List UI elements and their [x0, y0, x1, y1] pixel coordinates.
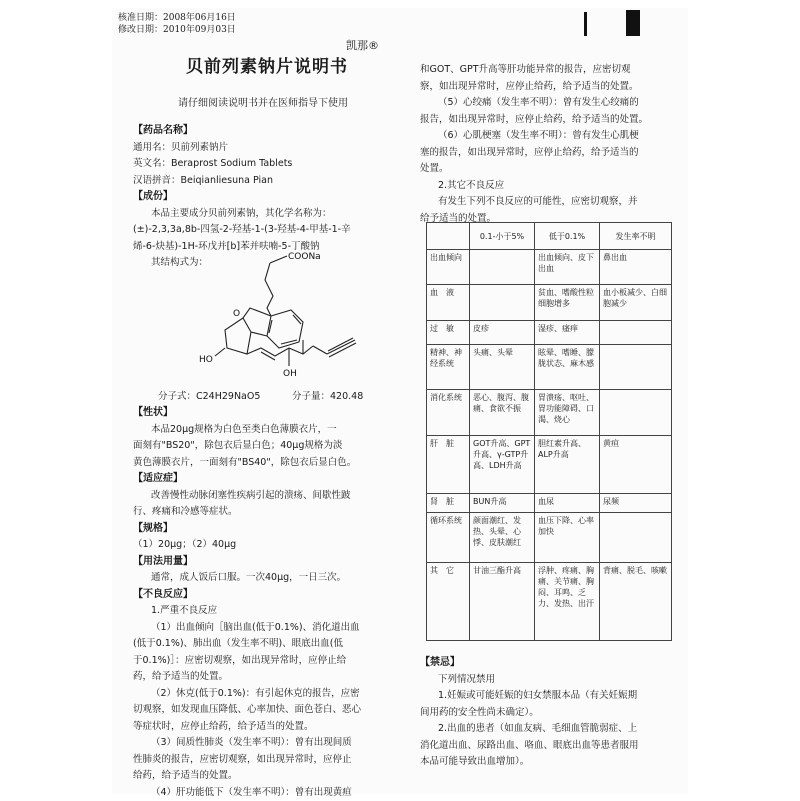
spec-line: （1）20μg；（2）40μg: [133, 537, 393, 554]
contra-line: 1.妊娠或可能妊娠的妇女禁服本品（有关妊娠期: [420, 688, 680, 705]
adverse-line: （4）肝功能低下（发生率不明）：曾有出现黄疸: [133, 785, 393, 801]
contra-line: 消化道出血、尿路出血、咯血、眼底出血等患者服用: [420, 738, 680, 755]
table-cell: 浮肿、疼痛、胸痛、关节痛、胸闷、耳鸣、乏力、发热、出汗: [535, 563, 600, 641]
section-heading-usage: 【用法用量】: [133, 554, 393, 571]
table-cell-system: 消化系统: [427, 390, 470, 436]
molecular-weight: 分子量：420.48: [292, 391, 363, 403]
section-heading-indication: 【适应症】: [133, 471, 393, 488]
adverse-line: （3）间质性肺炎（发生率不明）：曾有出现间质: [133, 735, 393, 752]
section-heading-contraindications: 【禁忌】: [420, 655, 680, 672]
right-line: 有发生下列不良反应的可能性，应密切观察，并: [420, 194, 680, 211]
right-line: （5）心绞痛（发生率不明）：曾有发生心绞痛的: [420, 95, 680, 112]
ho-label: HO: [199, 355, 213, 365]
table-header-cell: 低于0.1%: [535, 223, 600, 250]
usage-line: 通常，成人饭后口服。一次40μg，一日三次。: [133, 570, 393, 587]
chemical-structure-diagram: [195, 248, 375, 383]
generic-name: 通用名：贝前列素钠片: [133, 140, 393, 157]
table-row: [427, 345, 672, 390]
table-cell: 湿疹、瘙痒: [535, 321, 600, 345]
adverse-line: 1.严重不良反应: [133, 603, 393, 620]
structure-label: 其结构式为：: [133, 255, 393, 272]
table-cell: [600, 321, 672, 345]
table-cell: 颜面潮红、发热、头晕、心悸、皮肤潮红: [470, 513, 535, 563]
table-cell-system: 循环系统: [427, 513, 470, 563]
table-cell: BUN升高: [470, 494, 535, 513]
adverse-reaction-table: [426, 222, 672, 641]
table-header-cell: 发生率不明: [600, 223, 672, 250]
pinyin-name: 汉语拼音：Beiqianliesuna Pian: [133, 173, 393, 190]
contra-line: 间用药的安全性尚未确定）。: [420, 705, 680, 722]
right-line: 报告，如出现异常时，应停止给药，给予适当的处置。: [420, 112, 680, 129]
composition-line: (±)-2,3,3a,8b-四氢-2-羟基-1-(3-羟基-4-甲基-1-辛: [133, 222, 393, 239]
right-line: 给予适当的处置。: [420, 211, 680, 228]
table-cell: [600, 390, 672, 436]
table-cell: 胆红素升高、ALP升高: [535, 436, 600, 494]
document-title: 贝前列素钠片说明书: [186, 56, 348, 78]
section-heading-properties: 【性状】: [133, 405, 393, 422]
table-cell: [470, 285, 535, 321]
furan-ring: [243, 308, 271, 336]
table-cell-system: 肝 脏: [427, 436, 470, 494]
table-cell: 背痛、脱毛、咳嗽: [600, 563, 672, 641]
mark-bar-thin: [584, 12, 587, 36]
table-cell-system: 血 液: [427, 285, 470, 321]
carboxyl-bond: [270, 256, 287, 263]
adverse-line: 切观察，如发现血压降低、心率加快、面色苍白、恶心: [133, 702, 393, 719]
table-cell: 血小板减少、白细胞减少: [600, 285, 672, 321]
table-cell: 血尿: [535, 494, 600, 513]
document-subtitle: 请仔细阅读说明书并在医师指导下使用: [178, 98, 348, 110]
left-column-bottom: [133, 405, 393, 801]
properties-line: 黄色薄膜衣片，一面刻有"BS40"，除包衣后显白色。: [133, 455, 393, 472]
section-heading-drug-name: 【药品名称】: [133, 123, 393, 140]
adverse-line: 药，给予适当的处置。: [133, 669, 393, 686]
review-date: 核准日期：2008年06月16日: [118, 12, 236, 24]
english-name: 英文名：Beraprost Sodium Tablets: [133, 156, 393, 173]
table-cell: 胃溃疡、呕吐、胃功能障碍、口渴、烧心: [535, 390, 600, 436]
indication-line: 改善慢性动脉闭塞性疾病引起的溃疡、间歇性跛: [133, 488, 393, 505]
properties-line: 本品20μg规格为白色至类白色薄膜衣片，一: [133, 422, 393, 439]
table-cell: 血压下降、心率加快: [535, 513, 600, 563]
adverse-line: 性肺炎的报告，应密切观察，如出现异常时，应停止: [133, 752, 393, 769]
side-chain: [289, 346, 313, 354]
adverse-line: 等症状时，应停止给药，给予适当的处置。: [133, 719, 393, 736]
mark-bar-thick: [626, 10, 640, 36]
table-cell: 出血倾向、皮下出血: [535, 250, 600, 285]
section-heading-composition: 【成份】: [133, 189, 393, 206]
indication-line: 行、疼痛和冷感等症状。: [133, 504, 393, 521]
table-cell: 甘油三酯升高: [470, 563, 535, 641]
benzene-ring: [267, 310, 303, 348]
contra-line: 下列情况禁用: [420, 672, 680, 689]
right-line: 和GOT、GPT升高等肝功能异常的报告，应密切观: [420, 62, 680, 79]
adverse-line: 于0.1%)］：应密切观察，如出现异常时，应停止给: [133, 653, 393, 670]
adverse-line: （1）出血倾向［脑出血(低于0.1%)、消化道出血: [133, 620, 393, 637]
table-cell-system: 过 敏: [427, 321, 470, 345]
cyclopentane-ring: [225, 318, 251, 354]
table-row: [427, 321, 672, 345]
contra-line: 2.出血的患者（如血友病、毛细血管脆弱症、上: [420, 721, 680, 738]
table-row: [427, 563, 672, 641]
butanoate-chain: [265, 263, 273, 316]
adverse-line: （2）休克(低于0.1%)：有引起休克的报告，应密: [133, 686, 393, 703]
table-row: [427, 250, 672, 285]
section-heading-adverse: 【不良反应】: [133, 587, 393, 604]
right-column-top: [420, 62, 680, 227]
table-row: [427, 513, 672, 563]
table-row: [427, 436, 672, 494]
right-line: 塞的报告，如出现异常时，应停止给药，给予适当的: [420, 145, 680, 162]
table-header-cell: 0.1-小于5%: [470, 223, 535, 250]
table-cell: 皮疹: [470, 321, 535, 345]
table-row: [427, 390, 672, 436]
table-cell: GOT升高、GPT升高、γ-GTP升高、LDH升高: [470, 436, 535, 494]
properties-line: 面刻有"BS20"，除包衣后显白色；40μg规格为淡: [133, 438, 393, 455]
table-cell: 贫血、嗜酸性粒细胞增多: [535, 285, 600, 321]
table-header-row: [427, 223, 672, 250]
composition-line: 本品主要成分贝前列素钠，其化学名称为：: [133, 206, 393, 223]
table-cell-system: 出血倾向: [427, 250, 470, 285]
table-cell: 黄疸: [600, 436, 672, 494]
adverse-line: (低于0.1%)、肺出血（发生率不明)、眼底出血(低: [133, 636, 393, 653]
contra-line: 本品可能导致出血增加）。: [420, 754, 680, 771]
table-row: [427, 285, 672, 321]
table-cell: [600, 345, 672, 390]
right-line: 察，如出现异常时，应停止给药，给予适当的处置。: [420, 79, 680, 96]
table-cell: 鼻出血: [600, 250, 672, 285]
right-line: 2.其它不良反应: [420, 178, 680, 195]
right-column-bottom: [420, 655, 680, 771]
table-cell: [470, 250, 535, 285]
molecular-formula: 分子式：C24H29NaO5: [158, 391, 260, 403]
oxygen-label: O: [233, 309, 240, 319]
table-cell-system: 精神、神经系统: [427, 345, 470, 390]
adverse-line: 给药，给予适当的处置。: [133, 768, 393, 785]
right-line: （6）心肌梗塞（发生率不明）：曾有发生心肌梗: [420, 128, 680, 145]
brand-name: 凯那®: [346, 40, 379, 52]
table-cell-system: 肾 脏: [427, 494, 470, 513]
right-line: 处置。: [420, 161, 680, 178]
revision-date: 修改日期：2010年09月03日: [118, 24, 236, 36]
table-cell: 眩晕、嗜睡、朦胧状态、麻木感: [535, 345, 600, 390]
composition-line: 烯-6-炔基)-1H-环戊并[b]苯并呋喃-5-丁酸钠: [133, 239, 393, 256]
alkyne-bond: [327, 340, 355, 354]
table-cell: 尿频: [600, 494, 672, 513]
table-cell: [600, 513, 672, 563]
table-cell: 头痛、头晕: [470, 345, 535, 390]
table-header-cell: [427, 223, 470, 250]
table-row: [427, 494, 672, 513]
table-cell-system: 其 它: [427, 563, 470, 641]
section-heading-spec: 【规格】: [133, 521, 393, 538]
coona-label: COONa: [288, 252, 321, 262]
hydroxyl-bond: [215, 348, 225, 356]
table-cell: 恶心、腹泻、腹痛、食欲不振: [470, 390, 535, 436]
oh-label: OH: [283, 369, 297, 379]
octenyl-chain: [247, 348, 289, 356]
